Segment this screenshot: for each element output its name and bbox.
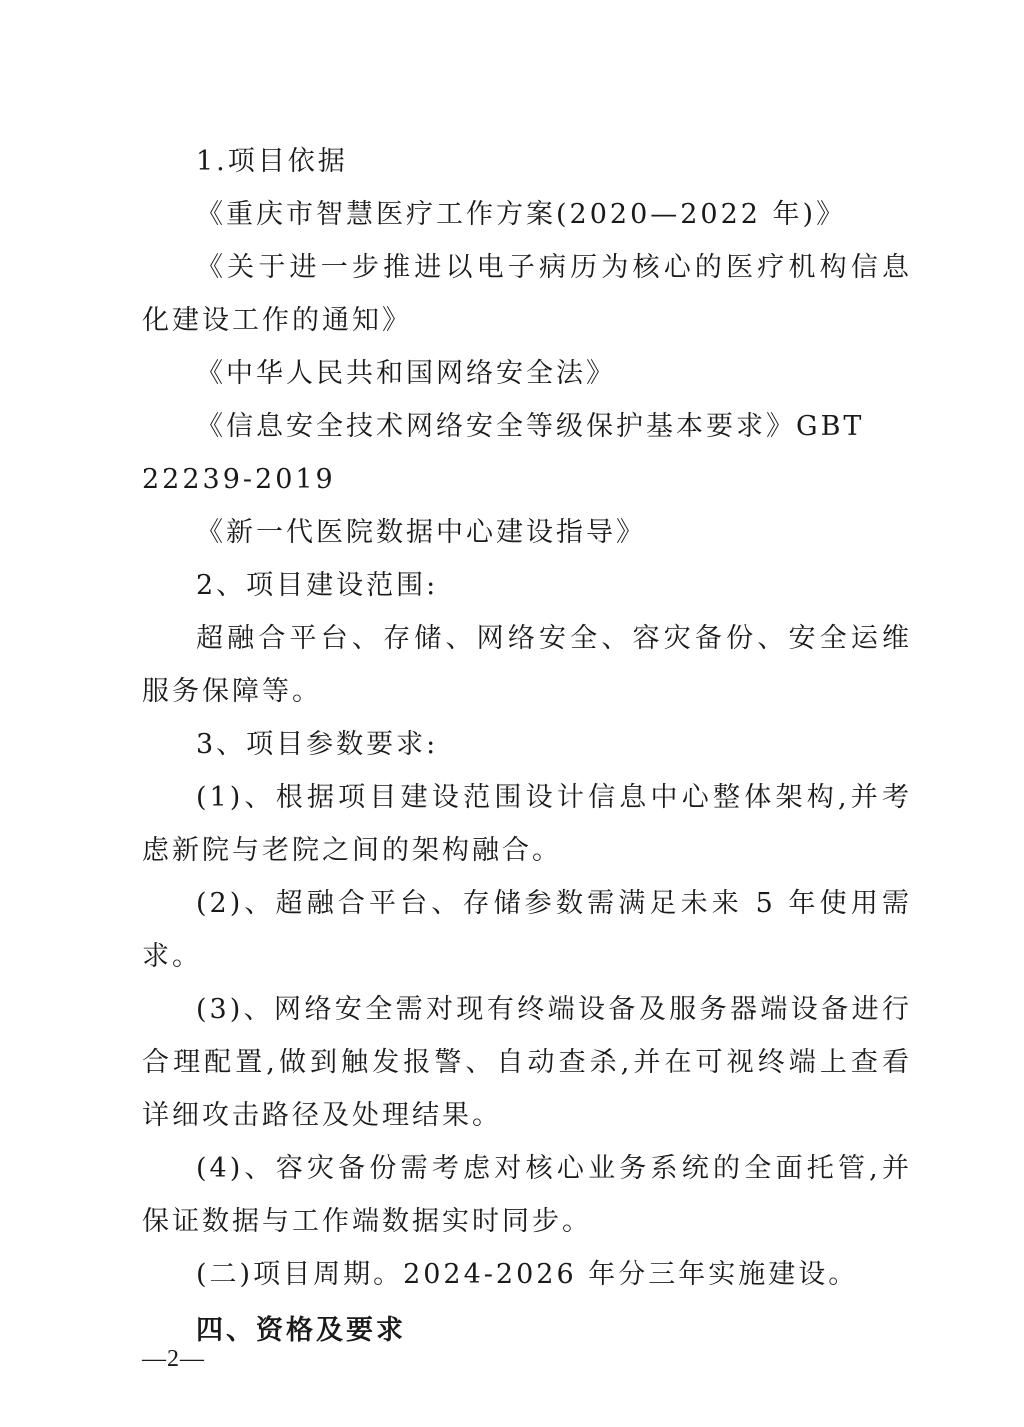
requirement-1-architecture: (1)、根据项目建设范围设计信息中心整体架构,并考虑新院与老院之间的架构融合。 — [142, 782, 912, 866]
reference-classified-protection-standard: 《信息安全技术网络安全等级保护基本要求》GBT — [196, 411, 865, 442]
construction-scope-text: 超融合平台、存储、网络安全、容灾备份、安全运维服务保障等。 — [142, 623, 912, 707]
project-period: (二)项目周期。2024-2026 年分三年实施建设。 — [196, 1259, 859, 1290]
item-project-basis: 1.项目依据 — [196, 146, 348, 177]
reference-hospital-datacenter-guide: 《新一代医院数据中心建设指导》 — [196, 517, 646, 548]
item-construction-scope: 2、项目建设范围: — [196, 570, 439, 601]
requirement-2-capacity: (2)、超融合平台、存储参数需满足未来 5 年使用需求。 — [142, 888, 912, 972]
requirement-3-network-security: (3)、网络安全需对现有终端设备及服务器端设备进行合理配置,做到触发报警、自动查杀,并在可视终端上查看详细攻击路径及处理结果。 — [142, 994, 912, 1131]
requirement-4-disaster-recovery: (4)、容灾备份需考虑对核心业务系统的全面托管,并保证数据与工作端数据实时同步。 — [142, 1153, 912, 1237]
reference-standard-number: 22239-2019 — [142, 464, 336, 495]
section-heading-qualifications: 四、资格及要求 — [196, 1315, 406, 1346]
reference-cybersecurity-law: 《中华人民共和国网络安全法》 — [196, 358, 616, 389]
reference-chongqing-smart-healthcare-plan: 《重庆市智慧医疗工作方案(2020—2022 年)》 — [196, 199, 847, 230]
reference-emr-informatization-notice: 《关于进一步推进以电子病历为核心的医疗机构信息化建设工作的通知》 — [142, 252, 912, 336]
document-body — [142, 135, 912, 1361]
item-parameter-requirements: 3、项目参数要求: — [196, 729, 439, 760]
page-number: —2— — [142, 1346, 205, 1372]
